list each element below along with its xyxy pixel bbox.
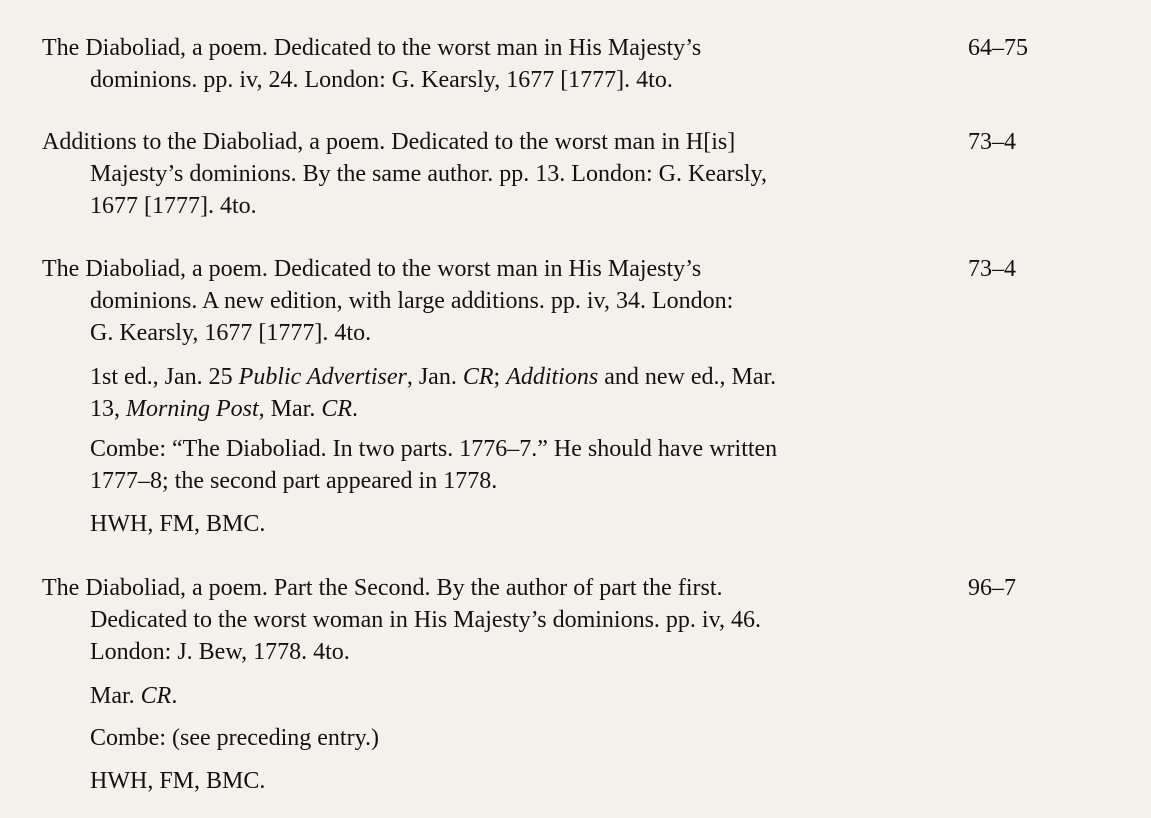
note-italic: CR: [321, 396, 353, 422]
combe-note: 1777–8; the second part appeared in 1778.: [90, 468, 498, 494]
entry-text: The Diaboliad, a poem. Dedicated to the worst man in His Majesty’s: [42, 35, 702, 61]
note-text: , Jan.: [406, 364, 463, 390]
entry-line: Majesty’s dominions. By the same author. pp. 13. London: G. Kearsly,: [90, 161, 768, 187]
bibliography-entry: [42, 572, 1142, 668]
entry-line: [42, 126, 1142, 158]
note-text: ;: [493, 364, 507, 390]
note-text: .: [171, 683, 178, 709]
note-italic: Morning Post: [126, 396, 259, 422]
note-text: 1st ed., Jan. 25: [90, 364, 239, 390]
combe-note: Combe: “The Diaboliad. In two parts. 1776–7.” He should have written: [90, 436, 778, 462]
entry-line: dominions. pp. iv, 24. London: G. Kearsly, 1677 [1777]. 4to.: [90, 67, 673, 93]
entry-line: Dedicated to the worst woman in His Majesty’s dominions. pp. iv, 46.: [90, 607, 762, 633]
bibliography-entry: [42, 253, 1142, 349]
bibliography-entry: [42, 126, 1142, 222]
publication-note: [90, 393, 358, 425]
note-italic: Additions: [506, 364, 599, 390]
entry-line: [42, 572, 1142, 604]
note-italic: CR: [140, 683, 172, 709]
publication-note: [90, 680, 177, 712]
note-text: 13,: [90, 396, 126, 422]
entry-text: The Diaboliad, a poem. Dedicated to the worst man in His Majesty’s: [42, 256, 702, 282]
note-text: .: [352, 396, 359, 422]
note-italic: CR: [462, 364, 494, 390]
publication-note: [90, 361, 776, 393]
note-text: and new ed., Mar.: [598, 364, 777, 390]
entry-line: London: J. Bew, 1778. 4to.: [90, 639, 350, 665]
combe-note: Combe: (see preceding entry.): [90, 725, 379, 751]
note-text: Mar.: [90, 683, 141, 709]
entry-text: The Diaboliad, a poem. Part the Second. By the author of part the first.: [42, 575, 723, 601]
page-reference: 64–75: [968, 35, 1028, 61]
page-reference: 73–4: [968, 129, 1016, 155]
page-reference: 73–4: [968, 256, 1016, 282]
entry-line: [42, 253, 1142, 285]
entry-line: G. Kearsly, 1677 [1777]. 4to.: [90, 320, 372, 346]
entry-line: [42, 32, 1142, 64]
locations-note: HWH, FM, BMC.: [90, 511, 266, 537]
entry-line: dominions. A new edition, with large additions. pp. iv, 34. London:: [90, 288, 734, 314]
entry-text: Additions to the Diaboliad, a poem. Dedicated to the worst man in H[is]: [42, 129, 736, 155]
locations-note: HWH, FM, BMC.: [90, 768, 266, 794]
note-text: , Mar.: [258, 396, 322, 422]
bibliography-entry: [42, 32, 1142, 96]
entry-line: 1677 [1777]. 4to.: [90, 193, 257, 219]
page-reference: 96–7: [968, 575, 1016, 601]
note-italic: Public Advertiser: [238, 364, 407, 390]
